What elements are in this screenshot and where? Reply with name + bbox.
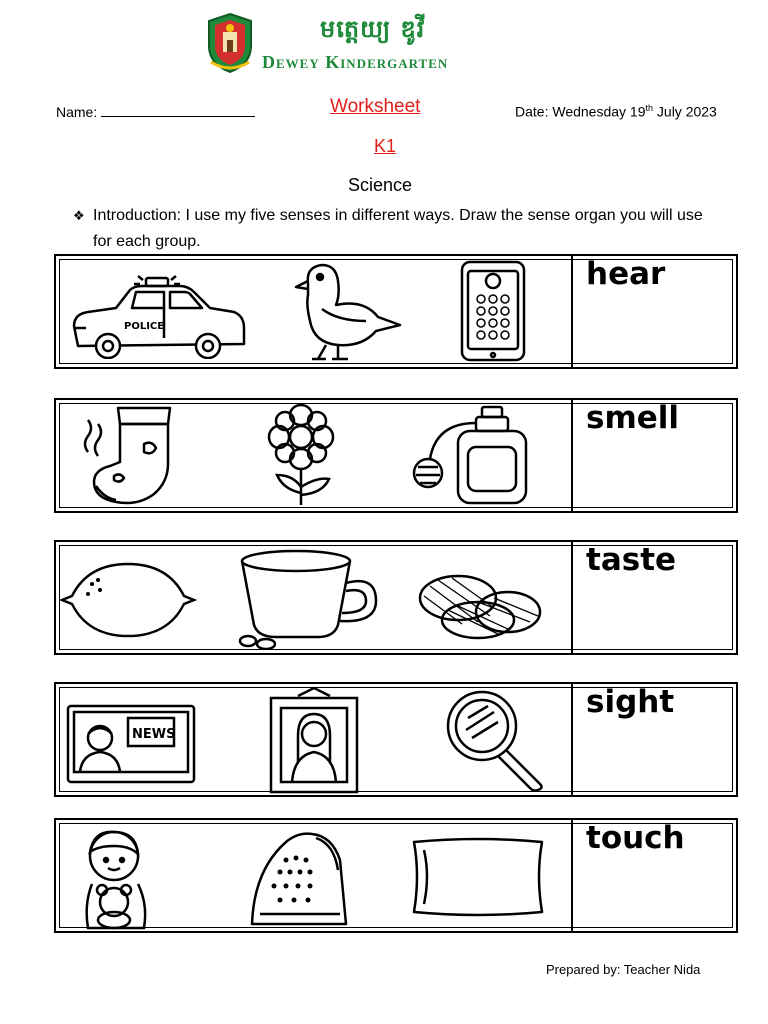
name-field[interactable] bbox=[56, 104, 255, 120]
sense-word-sight: sight bbox=[586, 684, 675, 720]
class-label: K1 bbox=[374, 136, 397, 156]
chips-icon bbox=[418, 572, 543, 642]
teddy-boy-icon bbox=[68, 824, 168, 932]
name-label: Name: bbox=[56, 104, 98, 120]
date-rest: July 2023 bbox=[653, 103, 717, 120]
mirror-icon bbox=[444, 688, 549, 793]
phone-icon bbox=[456, 259, 531, 364]
date-label bbox=[515, 103, 717, 120]
coffee-cup-icon bbox=[236, 545, 386, 650]
flower-icon bbox=[261, 403, 341, 508]
bullet-icon: ❖ bbox=[73, 208, 85, 223]
sense-row-smell bbox=[54, 398, 738, 513]
prepared-by: Prepared by: Teacher Nida bbox=[546, 962, 701, 977]
sense-row-touch bbox=[54, 818, 738, 933]
worksheet-title: Worksheet bbox=[330, 96, 421, 117]
sense-row-taste bbox=[54, 540, 738, 655]
school-name: Dewey Kindergarten bbox=[262, 52, 449, 72]
name-blank-line[interactable] bbox=[101, 104, 255, 117]
school-logo-icon bbox=[205, 12, 255, 74]
date-prefix: Date: Wednesday 19 bbox=[515, 103, 646, 120]
police-car-icon bbox=[68, 274, 248, 359]
picture-frame-icon bbox=[268, 686, 360, 796]
intro-paragraph bbox=[73, 203, 713, 255]
tv-news-icon bbox=[66, 704, 196, 784]
smelly-sock-icon bbox=[74, 404, 184, 509]
svg-text:POLICE: POLICE bbox=[124, 321, 165, 332]
lemon-icon bbox=[58, 556, 198, 641]
date-ordinal: th bbox=[645, 103, 654, 113]
svg-text:NEWS: NEWS bbox=[132, 727, 176, 742]
subject-label: Science bbox=[348, 175, 413, 195]
iron-icon bbox=[246, 830, 356, 930]
perfume-icon bbox=[406, 403, 546, 508]
pillow-icon bbox=[408, 834, 548, 919]
sense-word-smell: smell bbox=[586, 400, 680, 436]
sense-word-touch: touch bbox=[586, 820, 685, 856]
school-name-khmer: មត្តេយ្យ ឌូវី bbox=[320, 15, 426, 43]
sense-word-taste: taste bbox=[586, 542, 677, 578]
intro-text: Introduction: I use my five senses in different ways. Draw the sense organ you will use for each group. bbox=[93, 207, 703, 250]
sense-row-sight bbox=[54, 682, 738, 797]
sense-word-hear: hear bbox=[586, 256, 666, 292]
bird-icon bbox=[278, 259, 408, 364]
sense-row-hear bbox=[54, 254, 738, 369]
